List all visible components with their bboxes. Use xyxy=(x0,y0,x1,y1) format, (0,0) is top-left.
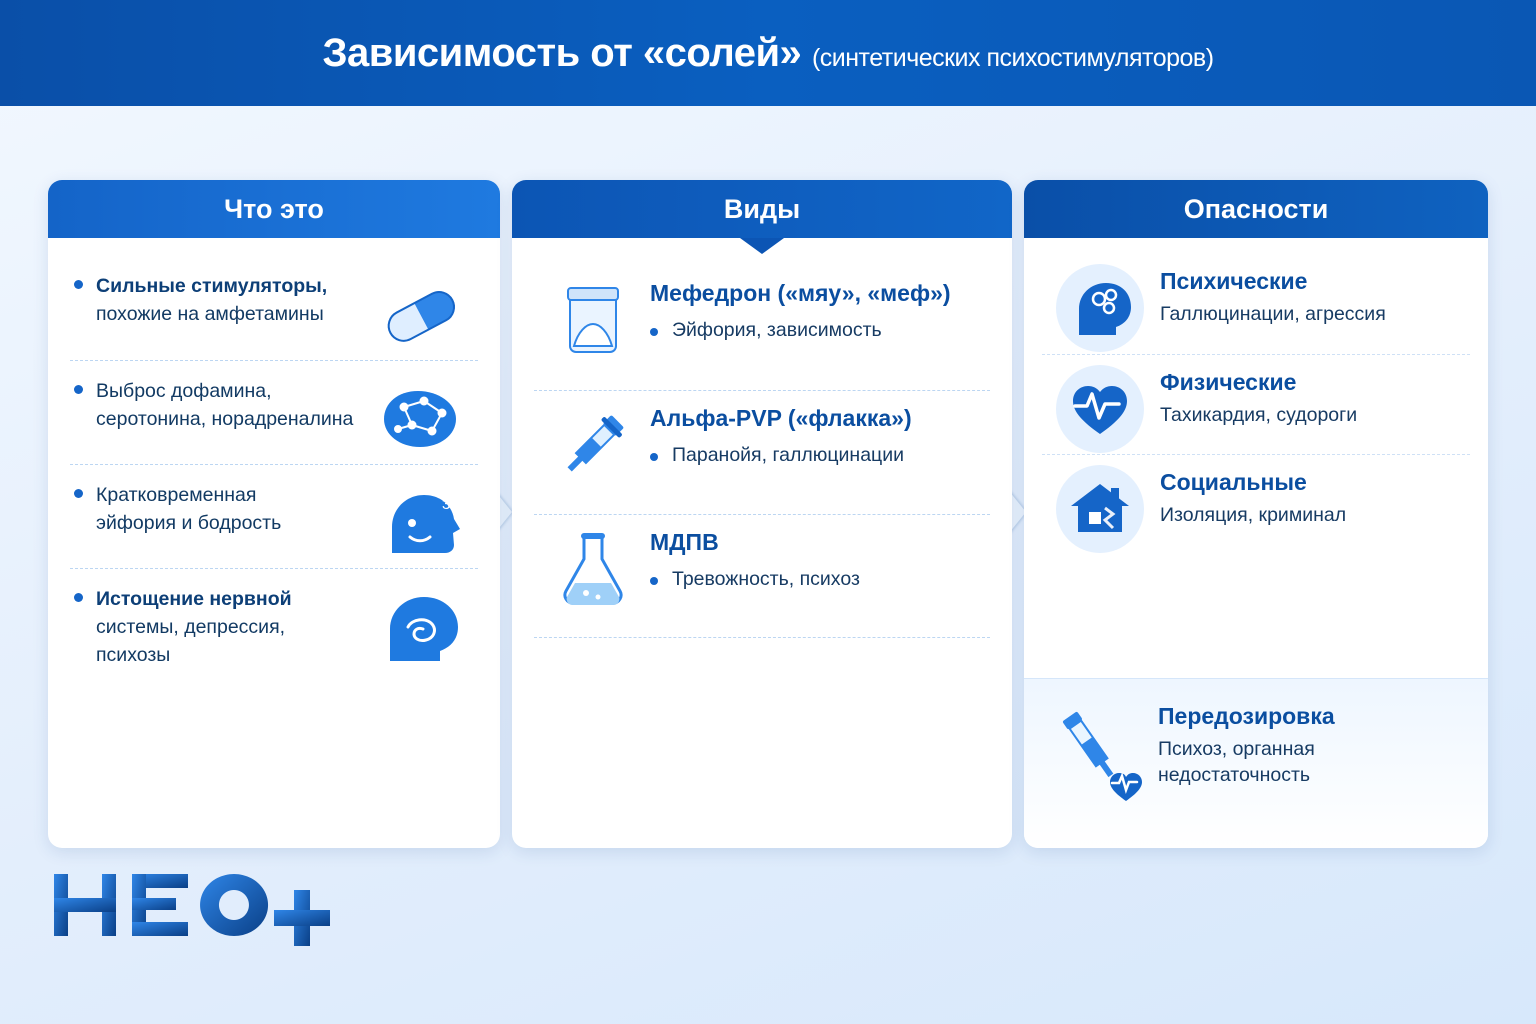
bullet-dot-icon xyxy=(74,593,83,602)
kind-sub: Паранойя, галлюцинации xyxy=(672,444,904,466)
column-kinds-heading: Виды xyxy=(512,180,1012,238)
danger-sub: Изоляция, криминал xyxy=(1160,504,1347,526)
syringe-heart-icon xyxy=(1042,705,1154,809)
column-dangers-body xyxy=(1024,238,1488,554)
list-item-line2: похожие на амфетамины xyxy=(96,303,324,325)
bullet-dot-icon xyxy=(74,280,83,289)
pill-capsule-icon xyxy=(368,274,472,352)
danger-title: Психические xyxy=(1160,268,1308,294)
svg-text:3: 3 xyxy=(442,496,451,513)
flask-icon xyxy=(550,527,636,613)
broken-house-icon xyxy=(1056,465,1144,553)
column-dangers-heading: Опасности xyxy=(1024,180,1488,238)
column-what-body xyxy=(48,238,500,693)
list-item-line1: Кратковременная xyxy=(96,484,257,506)
neo-plus-logo xyxy=(48,866,348,956)
list-item-line1: Сильные стимуляторы, xyxy=(96,275,328,297)
kind-title: Альфа-PVP («флакка») xyxy=(650,405,912,431)
bullet-dot-icon xyxy=(650,577,658,585)
bullet-dot-icon xyxy=(74,489,83,498)
page-header xyxy=(0,0,1536,106)
list-item xyxy=(70,256,478,360)
powder-bag-icon xyxy=(550,278,636,364)
head-brain-icon xyxy=(368,587,472,665)
column-kinds-body xyxy=(512,238,1012,648)
page-title-main: Зависимость от «солей» xyxy=(322,30,802,75)
danger-title: Физические xyxy=(1160,369,1297,395)
kind-title: Мефедрон («мяу», «меф») xyxy=(650,280,951,306)
syringe-icon xyxy=(550,403,636,489)
overdose-title: Передозировка xyxy=(1158,703,1335,729)
list-item-line2: системы, депрессия, психозы xyxy=(96,616,286,666)
page-title xyxy=(322,31,1213,76)
list-item xyxy=(1042,254,1470,354)
list-item xyxy=(1042,454,1470,554)
heart-pulse-icon xyxy=(1056,365,1144,453)
head-euphoria-icon xyxy=(368,483,472,561)
overdose-block xyxy=(1024,678,1488,848)
overdose-sub-line2: недостаточность xyxy=(1158,764,1311,786)
list-item xyxy=(534,514,990,638)
bullet-dot-icon xyxy=(650,453,658,461)
list-item xyxy=(534,390,990,514)
list-item xyxy=(70,360,478,464)
column-what-is-it xyxy=(48,180,500,848)
column-dangers xyxy=(1024,180,1488,848)
danger-sub: Тахикардия, судороги xyxy=(1160,404,1358,426)
head-psyche-icon xyxy=(1056,264,1144,352)
bullet-dot-icon xyxy=(650,328,658,336)
page-title-sub: (синтетических психостимуляторов) xyxy=(811,43,1214,72)
kind-title: МДПВ xyxy=(650,529,719,555)
brain-network-icon xyxy=(368,379,472,457)
list-item xyxy=(70,568,478,683)
kind-sub: Эйфория, зависимость xyxy=(672,319,882,341)
list-item-line1: Выброс дофамина, xyxy=(96,380,272,402)
list-item-line2: серотонина, норадреналина xyxy=(96,408,354,430)
danger-title: Социальные xyxy=(1160,469,1307,495)
bullet-dot-icon xyxy=(74,385,83,394)
list-item xyxy=(70,464,478,568)
column-what-heading: Что это xyxy=(48,180,500,238)
kind-sub: Тревожность, психоз xyxy=(672,568,860,590)
column-kinds xyxy=(512,180,1012,848)
list-item-line1: Истощение нервной xyxy=(96,588,292,610)
danger-sub: Галлюцинации, агрессия xyxy=(1160,303,1386,325)
list-item-line2: эйфория и бодрость xyxy=(96,512,282,534)
list-item xyxy=(534,266,990,390)
overdose-sub-line1: Психоз, органная xyxy=(1158,738,1315,760)
list-item xyxy=(1042,354,1470,454)
